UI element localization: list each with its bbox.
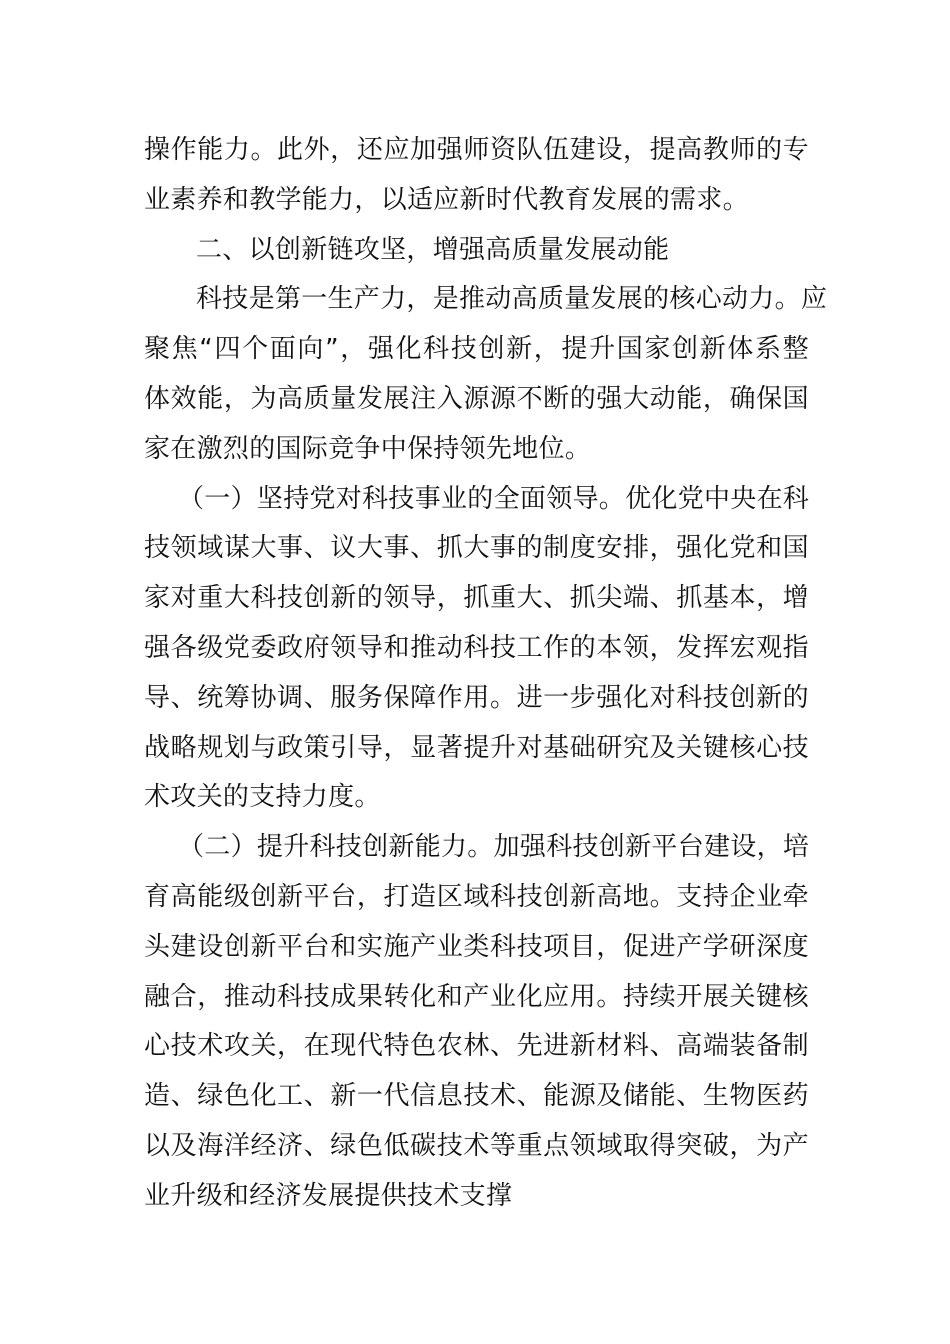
text-line: 家在激烈的国际竞争中保持领先地位。 [144,433,592,464]
text-line: 业升级和经济发展提供技术支撑 [144,1180,513,1211]
text-line: 战略规划与政策引导，显著提升对基础研究及关键核心技 [144,732,809,763]
paragraph-item-1 [144,475,809,824]
text-line: 科技是第一生产力，是推动高质量发展的核心动力。应 [196,284,828,315]
paragraph-item-2 [144,823,809,1221]
text-line: 技领域谋大事、议大事、抓大事的制度安排，强化党和国 [144,533,809,564]
document-body [144,126,828,1222]
text-line: 强各级党委政府领导和推动科技工作的本领，发挥宏观指 [144,632,809,663]
text-line: 以及海洋经济、绿色低碳技术等重点领域取得突破，为产 [144,1130,809,1161]
text-line: 造、绿色化工、新一代信息技术、能源及储能、生物医药 [144,1081,809,1112]
text-line: 术攻关的支持力度。 [144,782,381,813]
text-line: 操作能力。此外，还应加强师资队伍建设，提高教师的专 [144,135,809,165]
paragraph-intro [144,275,828,474]
text-line: 导、统筹协调、服务保障作用。进一步强化对科技创新的 [144,682,809,713]
text-line: （一）坚持党对科技事业的全面领导。优化党中央在科 [178,483,810,514]
section-heading [144,226,809,276]
text-line: 心技术攻关，在现代特色农林、先进新材料、高端装备制 [144,1031,809,1062]
paragraph-continuation [144,126,809,226]
text-line: 聚焦“四个面向”，强化科技创新，提升国家创新体系整 [144,334,809,365]
text-line: 家对重大科技创新的领导，抓重大、抓尖端、抓基本，增 [144,583,809,614]
heading-line: 二、以创新链攻坚，增强高质量发展动能 [196,234,670,265]
text-line: 业素养和教学能力，以适应新时代教育发展的需求。 [144,184,749,215]
text-line: 融合，推动科技成果转化和产业化应用。持续开展关键核 [144,981,809,1012]
text-line: 体效能，为高质量发展注入源源不断的强大动能，确保国 [144,383,809,414]
text-line: 育高能级创新平台，打造区域科技创新高地。支持企业牵 [144,881,809,912]
text-line: 头建设创新平台和实施产业类科技项目，促进产学研深度 [144,931,809,962]
text-line: （二）提升科技创新能力。加强科技创新平台建设，培 [178,832,810,863]
